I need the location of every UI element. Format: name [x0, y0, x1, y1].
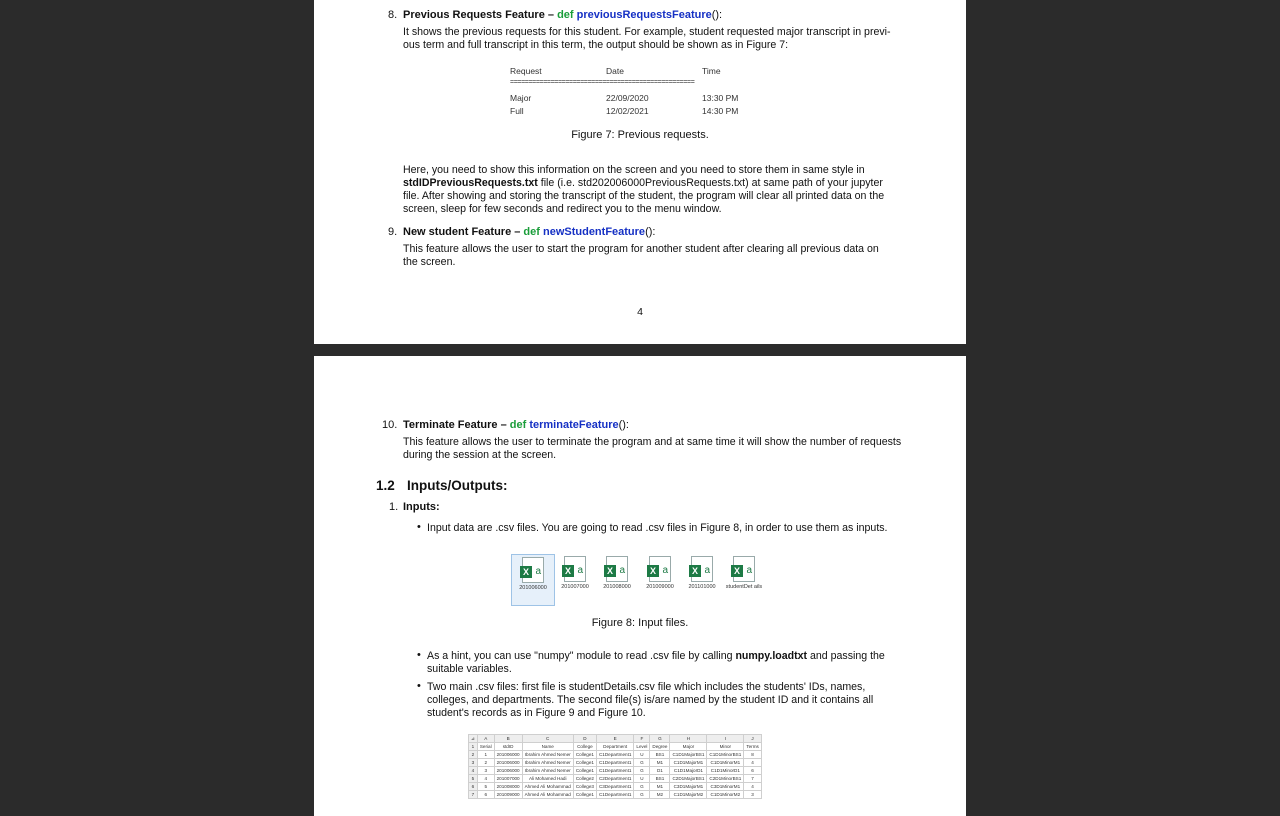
excel-file-icon: X a	[649, 556, 671, 582]
table-cell: 2	[477, 759, 494, 767]
bullet-1-text: Input data are .csv files. You are going to read .csv files in Figure 8, in order to use them as inputs.	[427, 522, 888, 534]
table-cell: Ahmed Ali Mohammad	[522, 783, 573, 791]
table-row	[469, 759, 762, 767]
file-name: 201009000	[646, 584, 674, 590]
table-row	[469, 775, 762, 783]
table-cell: 4	[744, 783, 762, 791]
table-cell: 7	[744, 775, 762, 783]
csv-file-icon[interactable]	[511, 554, 555, 606]
bullet-3-text	[427, 681, 917, 720]
csv-file-icon[interactable]	[596, 554, 638, 604]
table-cell: C3Department1	[596, 783, 633, 791]
column-letter: J	[744, 735, 762, 743]
corner-cell: ⊿	[469, 735, 478, 743]
item-8-paren: ():	[711, 9, 723, 21]
item-10-heading	[403, 418, 629, 432]
bullet-marker: •	[417, 680, 421, 692]
row-number: 2	[469, 751, 478, 759]
table-cell: 6	[477, 791, 494, 799]
column-letter: E	[596, 735, 633, 743]
csv-file-icon[interactable]	[639, 554, 681, 604]
item-9-line-2: the screen.	[403, 256, 456, 268]
student-details-table	[468, 734, 762, 799]
bullet-2-post: and passing the	[807, 650, 885, 662]
para-line-2-rest: file (i.e. std202006000PreviousRequests.txt) at same path of your jupyter	[537, 177, 883, 189]
table-cell: G	[634, 767, 650, 775]
table-cell: 201009000	[494, 791, 522, 799]
fig7-header-time: Time	[702, 66, 721, 76]
column-letter: B	[494, 735, 522, 743]
item-8-number: 8.	[388, 9, 398, 21]
table-cell: C3D1MajorM1	[670, 783, 707, 791]
table-cell: C1D1MinorM2	[707, 791, 744, 799]
section-number: 1.2	[376, 478, 395, 493]
page-number: 4	[637, 306, 643, 318]
table-cell: 3	[744, 791, 762, 799]
bullet-2-pre: As a hint, you can use "numpy" module to read .csv file by calling	[427, 650, 736, 662]
para-line-2	[403, 177, 905, 190]
table-cell: C1D1MajorD1	[670, 767, 707, 775]
table-cell: C1Department1	[596, 767, 633, 775]
table-cell: College2	[573, 775, 596, 783]
fig7-cell: 22/09/2020	[606, 93, 649, 103]
item-9-heading	[403, 225, 655, 239]
table-cell: C2Department1	[596, 775, 633, 783]
table-cell: C1D1MajorM1	[670, 759, 707, 767]
table-cell: D1	[650, 767, 670, 775]
table-cell: C1D1MajorBS1	[670, 751, 707, 759]
item-10-title: Terminate Feature –	[403, 419, 510, 431]
row-number: 4	[469, 767, 478, 775]
item-8-line-2: ous term and full transcript in this term, the output should be shown as in Figure 7:	[403, 39, 789, 51]
table-cell: 4	[744, 759, 762, 767]
header-row	[469, 743, 762, 751]
table-cell: Ibrahim Ahmed Nemer	[522, 767, 573, 775]
table-cell: C2D1MinorBS1	[707, 775, 744, 783]
item-10-number: 10.	[382, 419, 398, 431]
table-cell: U	[634, 751, 650, 759]
para-line-3: file. After showing and storing the transcript of the student, the program will clear all printed data on the	[403, 190, 885, 202]
table-row	[469, 783, 762, 791]
item-8-function-name: previousRequestsFeature	[576, 9, 712, 21]
header-cell: stdID	[494, 743, 522, 751]
row-number: 3	[469, 759, 478, 767]
table-cell: 6	[744, 767, 762, 775]
file-name: 201007000	[561, 584, 589, 590]
storage-paragraph	[403, 164, 905, 216]
table-cell: Ibrahim Ahmed Nemer	[522, 751, 573, 759]
table-cell: 201008000	[494, 783, 522, 791]
bullet-3-line-3: student's records as in Figure 9 and Figure 10.	[427, 707, 646, 719]
table-cell: C1D1MinorM1	[707, 759, 744, 767]
item-9-paren: ():	[645, 226, 656, 238]
item-8-description	[403, 26, 905, 52]
item-10-function-name: terminateFeature	[529, 419, 619, 431]
row-number: 1	[469, 743, 478, 751]
row-number: 5	[469, 775, 478, 783]
item-9-description	[403, 243, 905, 269]
table-cell: 5	[477, 783, 494, 791]
document-page-4	[314, 0, 966, 344]
table-cell: 1	[477, 751, 494, 759]
item-9-def-keyword: def	[523, 226, 540, 238]
section-title: Inputs/Outputs:	[407, 478, 508, 493]
table-cell: 8	[744, 751, 762, 759]
table-cell: BS1	[650, 775, 670, 783]
fig7-cell: 12/02/2021	[606, 106, 649, 116]
file-name: 201008000	[603, 584, 631, 590]
row-number: 6	[469, 783, 478, 791]
table-cell: 201006000	[494, 759, 522, 767]
item-10-def-keyword: def	[509, 419, 527, 431]
table-cell: College1	[573, 767, 596, 775]
table-cell: C3D1MinorM1	[707, 783, 744, 791]
header-cell: Level	[634, 743, 650, 751]
table-cell: C1Department1	[596, 759, 633, 767]
table-cell: C1D1MinorD1	[707, 767, 744, 775]
table-cell: Ali Mohamed Hadi	[522, 775, 573, 783]
excel-file-icon: X a	[606, 556, 628, 582]
column-letter: C	[522, 735, 573, 743]
table-cell: M1	[650, 783, 670, 791]
bullet-2-line-2: suitable variables.	[427, 663, 512, 675]
table-row	[469, 791, 762, 799]
table-row	[469, 767, 762, 775]
bullet-2-text	[427, 650, 917, 676]
table-row	[469, 751, 762, 759]
table-cell: M2	[650, 791, 670, 799]
column-letter: I	[707, 735, 744, 743]
item-8-heading	[403, 8, 722, 22]
table-cell: C2D1MajorBS1	[670, 775, 707, 783]
item-8-line-1: It shows the previous requests for this student. For example, student requested major transcript in previ-	[403, 26, 891, 38]
item-9-function-name: newStudentFeature	[542, 226, 646, 238]
row-number: 7	[469, 791, 478, 799]
fig7-cell: Full	[510, 106, 524, 116]
header-cell: College	[573, 743, 596, 751]
table-cell: Ahmed Ali Mohammad	[522, 791, 573, 799]
item-10-line-1: This feature allows the user to terminate the program and at same time it will show the number of requests	[403, 436, 902, 448]
bullet-3-line-1: Two main .csv files: first file is studentDetails.csv file which includes the students' IDs, names,	[427, 681, 866, 693]
table-cell: G	[634, 791, 650, 799]
excel-file-icon: X a	[733, 556, 755, 582]
header-cell: Major	[670, 743, 707, 751]
table-cell: 4	[477, 775, 494, 783]
column-letter-row	[469, 735, 762, 743]
para-line-1: Here, you need to show this information on the screen and you need to store them in same style in	[403, 164, 865, 176]
bullet-2-line-1	[427, 650, 917, 663]
fig7-cell: 14:30 PM	[702, 106, 739, 116]
table-cell: C1Department1	[596, 791, 633, 799]
filename-bold: stdIDPreviousRequests.txt	[403, 177, 538, 189]
column-letter: H	[670, 735, 707, 743]
fig7-rule: ==================================================	[510, 79, 695, 86]
item-9-line-1: This feature allows the user to start the program for another student after clearing all previous data on	[403, 243, 879, 255]
file-name: 201101000	[688, 584, 716, 590]
excel-file-icon: X a	[564, 556, 586, 582]
bullet-marker: •	[417, 521, 421, 533]
table-cell: C1Department1	[596, 751, 633, 759]
fig7-cell: 13:30 PM	[702, 93, 739, 103]
figure-7-caption: Figure 7: Previous requests.	[571, 129, 709, 141]
item-10-description	[403, 436, 905, 462]
column-letter: F	[634, 735, 650, 743]
bullet-3-line-2: colleges, and departments. The second file(s) is/are named by the student ID and it contains all	[427, 694, 874, 706]
bullet-marker: •	[417, 649, 421, 661]
column-letter: A	[477, 735, 494, 743]
table-cell: 201006000	[494, 751, 522, 759]
table-cell: G	[634, 783, 650, 791]
table-cell: C1D1MajorM2	[670, 791, 707, 799]
table-cell: Ibrahim Ahmed Nemer	[522, 759, 573, 767]
item-10-paren: ():	[618, 419, 629, 431]
numpy-loadtxt: numpy.loadtxt	[735, 650, 808, 662]
column-letter: G	[650, 735, 670, 743]
inputs-number: 1.	[389, 501, 399, 513]
header-cell: Department	[596, 743, 633, 751]
file-name: 201006000	[519, 585, 547, 591]
item-8-title: Previous Requests Feature –	[403, 9, 558, 21]
fig7-header-date: Date	[606, 66, 624, 76]
excel-file-icon: X a	[691, 556, 713, 582]
item-10-line-2: during the session at the screen.	[403, 449, 557, 461]
inputs-title: Inputs:	[403, 501, 440, 513]
excel-file-icon: X a	[522, 557, 544, 583]
table-cell: 201006000	[494, 767, 522, 775]
table-cell: College1	[573, 791, 596, 799]
csv-file-icon[interactable]	[681, 554, 723, 604]
para-line-4: screen, sleep for few seconds and redirect you to the menu window.	[403, 203, 722, 215]
table-cell: College3	[573, 783, 596, 791]
header-cell: Serial	[477, 743, 494, 751]
table-cell: 3	[477, 767, 494, 775]
csv-file-icon[interactable]	[554, 554, 596, 604]
document-page-5	[314, 356, 966, 816]
figure-8-caption: Figure 8: Input files.	[591, 617, 689, 629]
item-9-title: New student Feature –	[403, 226, 524, 238]
table-cell: College1	[573, 751, 596, 759]
table-cell: G	[634, 759, 650, 767]
item-8-def-keyword: def	[557, 9, 574, 21]
table-cell: M1	[650, 759, 670, 767]
table-cell: College1	[573, 759, 596, 767]
csv-file-icon[interactable]	[723, 554, 765, 604]
header-cell: Name	[522, 743, 573, 751]
header-cell: Minor	[707, 743, 744, 751]
header-cell: Degree	[650, 743, 670, 751]
column-letter: D	[573, 735, 596, 743]
file-name: studentDet ails	[725, 584, 763, 590]
table-cell: U	[634, 775, 650, 783]
fig7-cell: Major	[510, 93, 532, 103]
fig7-header-request: Request	[510, 66, 542, 76]
item-9-number: 9.	[388, 226, 398, 238]
header-cell: Terms	[744, 743, 762, 751]
table-cell: BS1	[650, 751, 670, 759]
table-cell: C1D1MinorBS1	[707, 751, 744, 759]
table-cell: 201007000	[494, 775, 522, 783]
figure-9-spreadsheet	[468, 734, 762, 799]
